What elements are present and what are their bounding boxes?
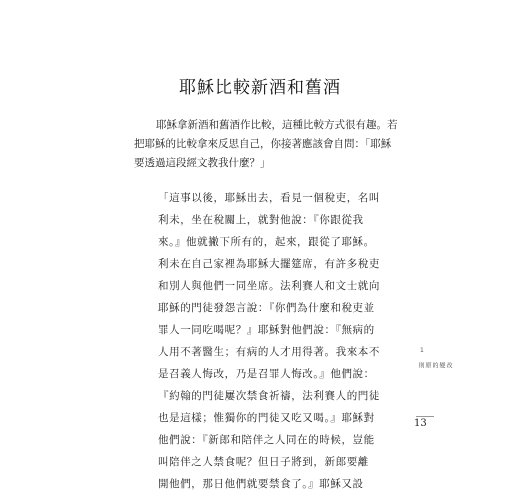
intro-line: 把耶穌的比較拿來反思自己，你接著應該會自問：「耶穌	[134, 138, 392, 150]
quote-line: 利未，坐在稅關上，就對他說：『你跟從我	[158, 214, 364, 226]
quote-line: 耶穌的門徒發怨言說：『你們為什麼和稅吏並	[158, 302, 375, 314]
section-number: 1	[420, 347, 424, 354]
scripture-quote	[158, 187, 378, 495]
quote-line: 「這事以後，耶穌出去，看見一個稅吏，名叫	[158, 192, 380, 204]
quote-line: 利未在自己家裡為耶穌大擺筵席，有許多稅吏	[158, 258, 380, 270]
section-label: 改變的原則	[417, 362, 452, 369]
page-number-divider	[416, 416, 434, 417]
intro-line: 要透過這段經文教我什麼？」	[134, 157, 271, 169]
page-number: 13	[414, 418, 427, 429]
quote-line: 他們說：『新郎和陪伴之人同在的時候，豈能	[158, 434, 375, 446]
quote-line: 是召義人悔改，乃是召罪人悔改。』他們說：	[158, 368, 375, 380]
quote-line: 來。』他就撇下所有的，起來，跟從了耶穌。	[158, 236, 375, 248]
chapter-title: 耶穌比較新酒和舊酒	[179, 78, 341, 98]
quote-line: 『約翰的門徒屢次禁食祈禱，法利賽人的門徒	[158, 390, 380, 402]
quote-line: 也是這樣；惟獨你的門徒又吃又喝。』耶穌對	[158, 412, 375, 424]
quote-line: 開他們，那日他們就要禁食了。』耶穌又設	[158, 478, 364, 490]
quote-line: 叫陪伴之人禁食呢？但日子將到，新郎要離	[158, 456, 369, 468]
intro-line: 耶穌拿新酒和舊酒作比較，這種比較方式很有趣。若	[156, 119, 398, 131]
intro-paragraph	[134, 116, 396, 173]
quote-line: 和別人與他們一同坐席。法利賽人和文士就向	[158, 280, 380, 292]
quote-line: 罪人一同吃喝呢？』耶穌對他們說：『無病的	[158, 324, 375, 336]
quote-line: 人用不著醫生；有病的人才用得著。我來本不	[158, 346, 380, 358]
